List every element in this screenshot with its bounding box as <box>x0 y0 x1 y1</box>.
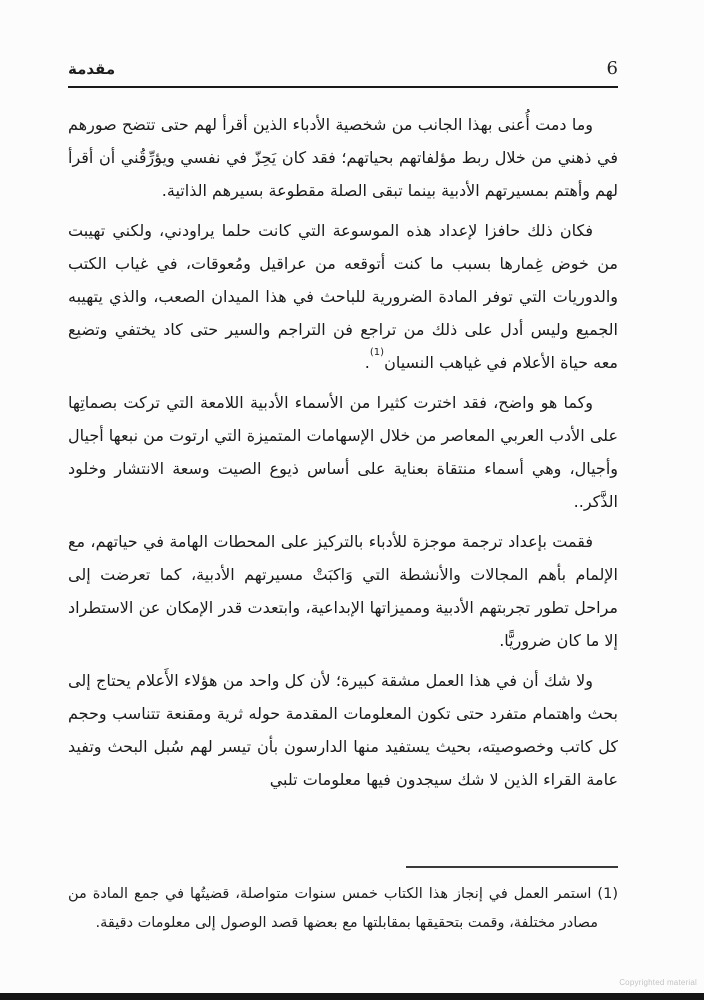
page-header <box>68 58 618 80</box>
copyright-watermark: Copyrighted material <box>619 978 697 987</box>
footnote-ref-marker: (1) <box>369 346 385 358</box>
body-text <box>68 108 618 803</box>
footnote-separator-rule <box>406 866 618 868</box>
paragraph-2-period: . <box>364 353 370 372</box>
paragraph-4 <box>68 525 618 657</box>
footnote <box>68 880 618 938</box>
paragraph-1 <box>68 108 618 207</box>
paragraph-2 <box>68 214 618 379</box>
footnote-body: استمر العمل في إنجاز هذا الكتاب خمس سنوات متواصلة، قضيتُها في جمع المادة من مصادر مختلفة، وقمت بتحقيقها بمقابلتها مع بعضها قصد الوصول إلى معلومات دقيقة. <box>68 886 598 931</box>
paragraph-1-text: وما دمت أُعنى بهذا الجانب من شخصية الأدباء الذين أقرأ لهم حتى تتضح صورهم في ذهني من خلال ربط مؤلفاتهم بحياتهم؛ فقد كان يَحِزّ في نفسي ويؤرِّقُني أن أقرأ لهم وأهتم بمسيرتهم الأدبية بينما تبقى الصلة مقطوعة بسيرهم الذاتية. <box>68 115 618 200</box>
footnote-area <box>68 866 618 938</box>
paragraph-3-text: وكما هو واضح، فقد اخترت كثيرا من الأسماء الأدبية اللامعة التي تركت بصماتِها على الأدب العربي المعاصر من خلال الإسهامات المتميزة التي ارتوت من نبعها أجيال وأجيال، وهي أسماء منتقاة بعناية على أساس ذيوع الصيت وسعة الانتشار وخلود الذَّكر.. <box>68 393 618 511</box>
paragraph-2-text: فكان ذلك حافزا لإعداد هذه الموسوعة التي كانت حلما يراودني، ولكني تهيبت من خوض غِمارها بسبب ما كنت أتوقعه من عراقيل ومُعوقات، في غياب الكتب والدوريات التي توفر المادة الضرورية للباحث في هذا الميدان الصعب، والذي يتهيبه الجميع وليس أدل على ذلك من تراجع فن التراجم والسير حتى كاد يختفي وتضيع معه حياة الأعلام في غياهب النسيان <box>68 221 618 372</box>
page-number: 6 <box>606 58 618 79</box>
paragraph-3 <box>68 386 618 518</box>
running-title: مقدمة <box>68 60 116 78</box>
footnote-marker: (1) <box>591 886 618 902</box>
header-rule <box>68 86 618 88</box>
paragraph-5-text: ولا شك أن في هذا العمل مشقة كبيرة؛ لأن كل واحد من هؤلاء الأَعلام يحتاج إلى بحث واهتمام متفرد حتى تكون المعلومات المقدمة حوله ثرية ومقنعة تتناسب وحجم كل كاتب وخصوصيته، بحيث يستفيد منها الدارسون بأن تيسر لهم سُبل البحث وتفيد عامة القراء الذين لا شك سيجدون فيها معلومات تلبي <box>68 671 618 789</box>
paragraph-4-text: فقمت بإعداد ترجمة موجزة للأدباء بالتركيز على المحطات الهامة في حياتهم، مع الإلمام بأهم المجالات والأنشطة التي وَاكبَتْ مسيرتهم الأدبية، كما تعرضت إلى مراحل تطور تجربتهم الأدبية ومميزاتها الإبداعية، وابتعدت قدر الإمكان عن الاستطراد إلا ما كان ضروريًّا. <box>68 532 618 650</box>
paragraph-5 <box>68 664 618 796</box>
scan-edge-bar <box>0 993 704 1000</box>
